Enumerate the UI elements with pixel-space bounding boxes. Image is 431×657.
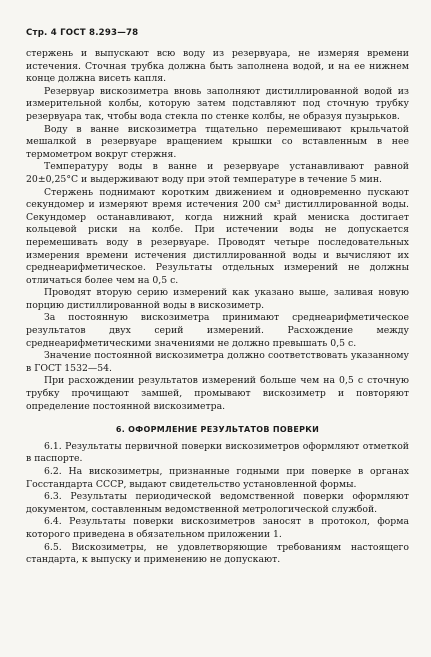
paragraph: 6.5. Вискозиметры, не удовлетворяющие требованиям настоящего стандарта, к выпуску и применению не допускают. [26,541,409,566]
paragraph: 6.4. Результаты поверки вискозиметров заносят в протокол, форма которого приведена в обязательном приложении 1. [26,516,409,540]
paragraph: 6.1. Результаты первичной поверки вискозиметров оформляют отметкой в паспорте. [26,440,409,465]
paragraph: стержень и выпускают всю воду из резервуара, не измеряя времени истечения. Сточная трубка должна быть заполнена водой, и на ее нижнем конце должна висеть капля. [26,48,409,85]
paragraph: Стержень поднимают коротким движением и одновременно пускают секундомер и измеряют время истечения 200 см³ дистиллированной воды. Секундомер останавливают, когда нижний край мениска достигает кольцевой риски на колбе. При истечении воды не допускается перемешивать воду в резервуаре. Проводят четыре последовательных измерения времени истечения дистиллированной воды и вычисляют их среднеарифметическое. Результаты отдельных измерений не должны отличаться более чем на 0,5 с. [26,186,409,286]
paragraph: Резервуар вискозиметра вновь заполняют дистиллированной водой из измерительной колбы, которую затем подставляют под сточную трубку резервуара так, чтобы вода стекла по стенке колбы, не образуя пузырьков. [26,85,409,122]
paragraph: Воду в ванне вискозиметра тщательно перемешивают крыльчатой мешалкой в резервуаре вращением крышки со вставленным в нее термометром вокруг стержня. [26,123,409,160]
paragraph: Температуру воды в ванне и резервуаре устанавливают равной 20±0,25°С и выдерживают воду при этой температуре в течение 5 мин. [26,161,409,185]
paragraph: При расхождении результатов измерений больше чем на 0,5 с сточную трубку прочищают замшей, промывают вискозиметр и повторяют определение постоянной вискозиметра. [26,375,409,412]
paragraph: Проводят вторую серию измерений как указано выше, заливая новую порцию дистиллированной воды в вискозиметр. [26,287,409,311]
document-body [26,48,409,567]
section-title: 6. ОФОРМЛЕНИЕ РЕЗУЛЬТАТОВ ПОВЕРКИ [115,425,320,435]
paragraph: За постоянную вискозиметра принимают среднеарифметическое результатов двух серий измерений. Расхождение между среднеарифметическими значениями не должно превышать 0,5 с. [26,312,409,349]
paragraph: 6.3. Результаты периодической ведомственной поверки оформляют документом, составленным ведомственной метрологической службой. [26,491,409,515]
page-header: Стр. 4 ГОСТ 8.293—78 [26,28,139,38]
paragraph: Значение постоянной вискозиметра должно соответствовать указанному в ГОСТ 1532—54. [26,350,409,374]
paragraph: 6.2. На вискозиметры, признанные годными при поверке в органах Госстандарта СССР, выдают свидетельство установленной формы. [26,466,409,490]
